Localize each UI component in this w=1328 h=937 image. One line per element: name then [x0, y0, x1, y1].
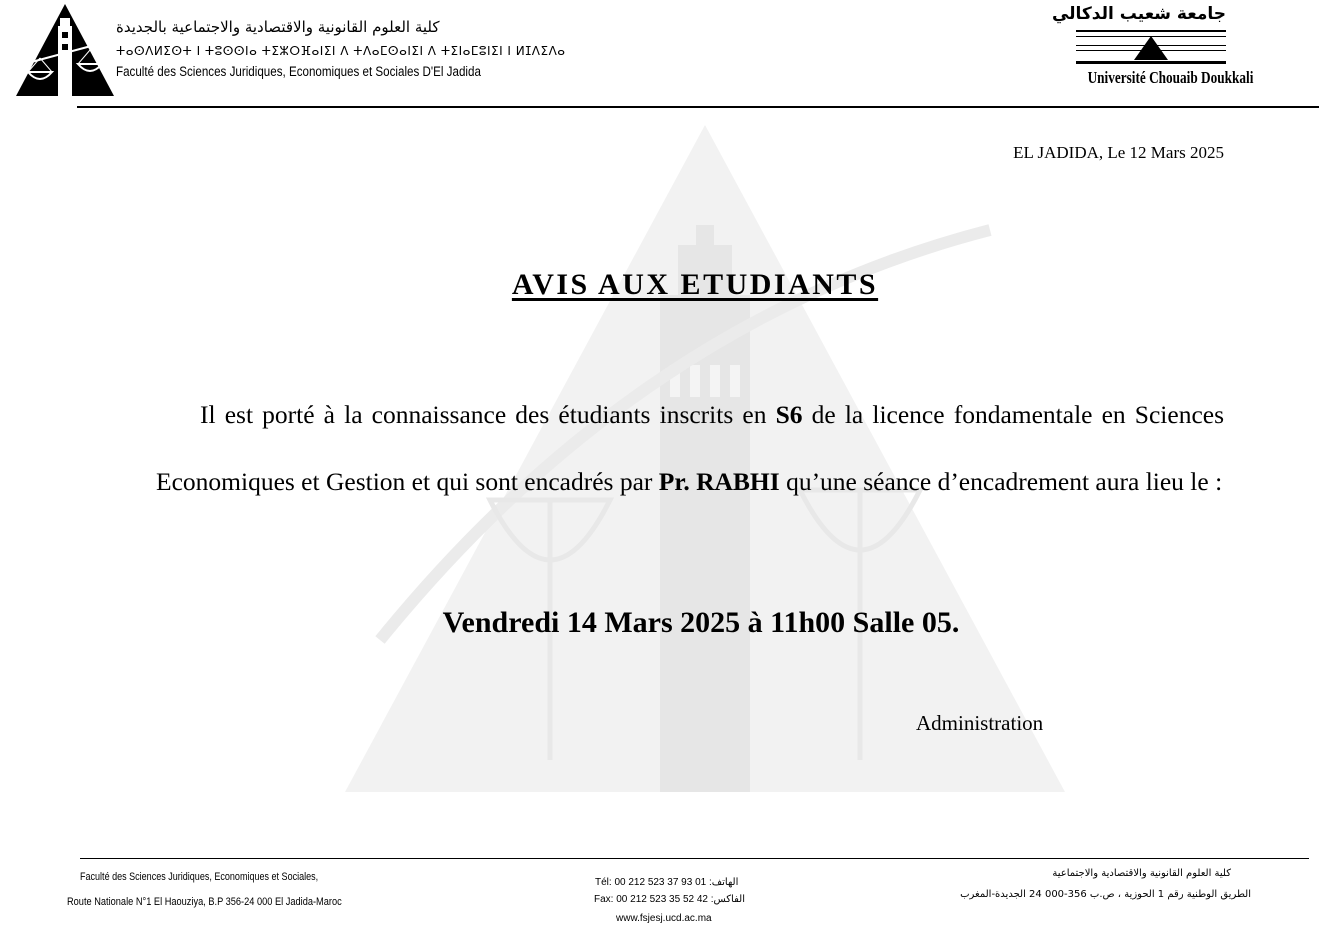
paragraph-text-2: de la licence fondamentale en Sciences Economiques et Gestion et qui sont encadrés par	[156, 400, 1224, 496]
footer-faculty-name-arabic: كلية العلوم القانونية والاقتصادية والاجتماعية	[1052, 868, 1231, 879]
footer-address-arabic: الطريق الوطنية رقم 1 الحوزية ، ص.ب 356-000 24 الجديدة-المغرب	[960, 889, 1251, 900]
university-name-arabic: جامعة شعيب الدكالي	[1051, 4, 1226, 24]
university-emblem-icon	[1076, 28, 1226, 68]
footer-divider	[80, 858, 1309, 859]
notice-title: AVIS AUX ETUDIANTS	[511, 268, 879, 301]
paragraph-text-3: qu’une séance d’encadrement aura lieu le :	[779, 466, 1223, 496]
signature: Administration	[916, 711, 1044, 735]
header-divider	[77, 106, 1319, 108]
footer-fax: Fax: 00 212 523 35 52 42 :الفاكس	[594, 894, 745, 905]
paragraph-text-1: Il est porté à la connaissance des étudiants inscrits en	[200, 400, 776, 429]
faculty-emblem-icon	[14, 2, 116, 98]
paragraph-level: S6	[775, 400, 803, 429]
footer-faculty-name: Faculté des Sciences Juridiques, Economiques et Sociales,	[80, 871, 319, 883]
faculty-name-french: Faculté des Sciences Juridiques, Economiques et Sociales D'El Jadida	[116, 64, 481, 79]
notice-paragraph	[156, 382, 1224, 515]
session-details: Vendredi 14 Mars 2025 à 11h00 Salle 05.	[442, 606, 960, 639]
footer-phone: Tél: 00 212 523 37 93 01 :الهاتف	[595, 877, 739, 888]
university-name-french: Université Chouaib Doukkali	[1087, 68, 1254, 87]
footer-website: www.fsjesj.ucd.ac.ma	[616, 913, 712, 924]
faculty-name-tifinagh: ⵜⴰⵙⴷⵍⵉⵙⵜ ⵏ ⵜⵓⵙⵙⵏⴰ ⵜⵉⵣⵔⴼⴰⵏⵉⵏ ⴷ ⵜⴷⴰⵎⵙⴰⵏⵉⵏ ⴷ ⵜⵉⵏⴰⵎⵓⵏⵉⵏ ⵏ ⵍⵊⴷⵉⴷⴰ	[116, 44, 566, 58]
faculty-name-arabic: كلية العلوم القانونية والاقتصادية والاجتماعية بالجديدة	[116, 18, 440, 36]
footer-address: Route Nationale N°1 El Haouziya, B.P 356-24 000 El Jadida-Maroc	[67, 896, 342, 908]
date-line: EL JADIDA, Le 12 Mars 2025	[1013, 143, 1224, 162]
paragraph-professor: Pr. RABHI	[658, 466, 780, 496]
